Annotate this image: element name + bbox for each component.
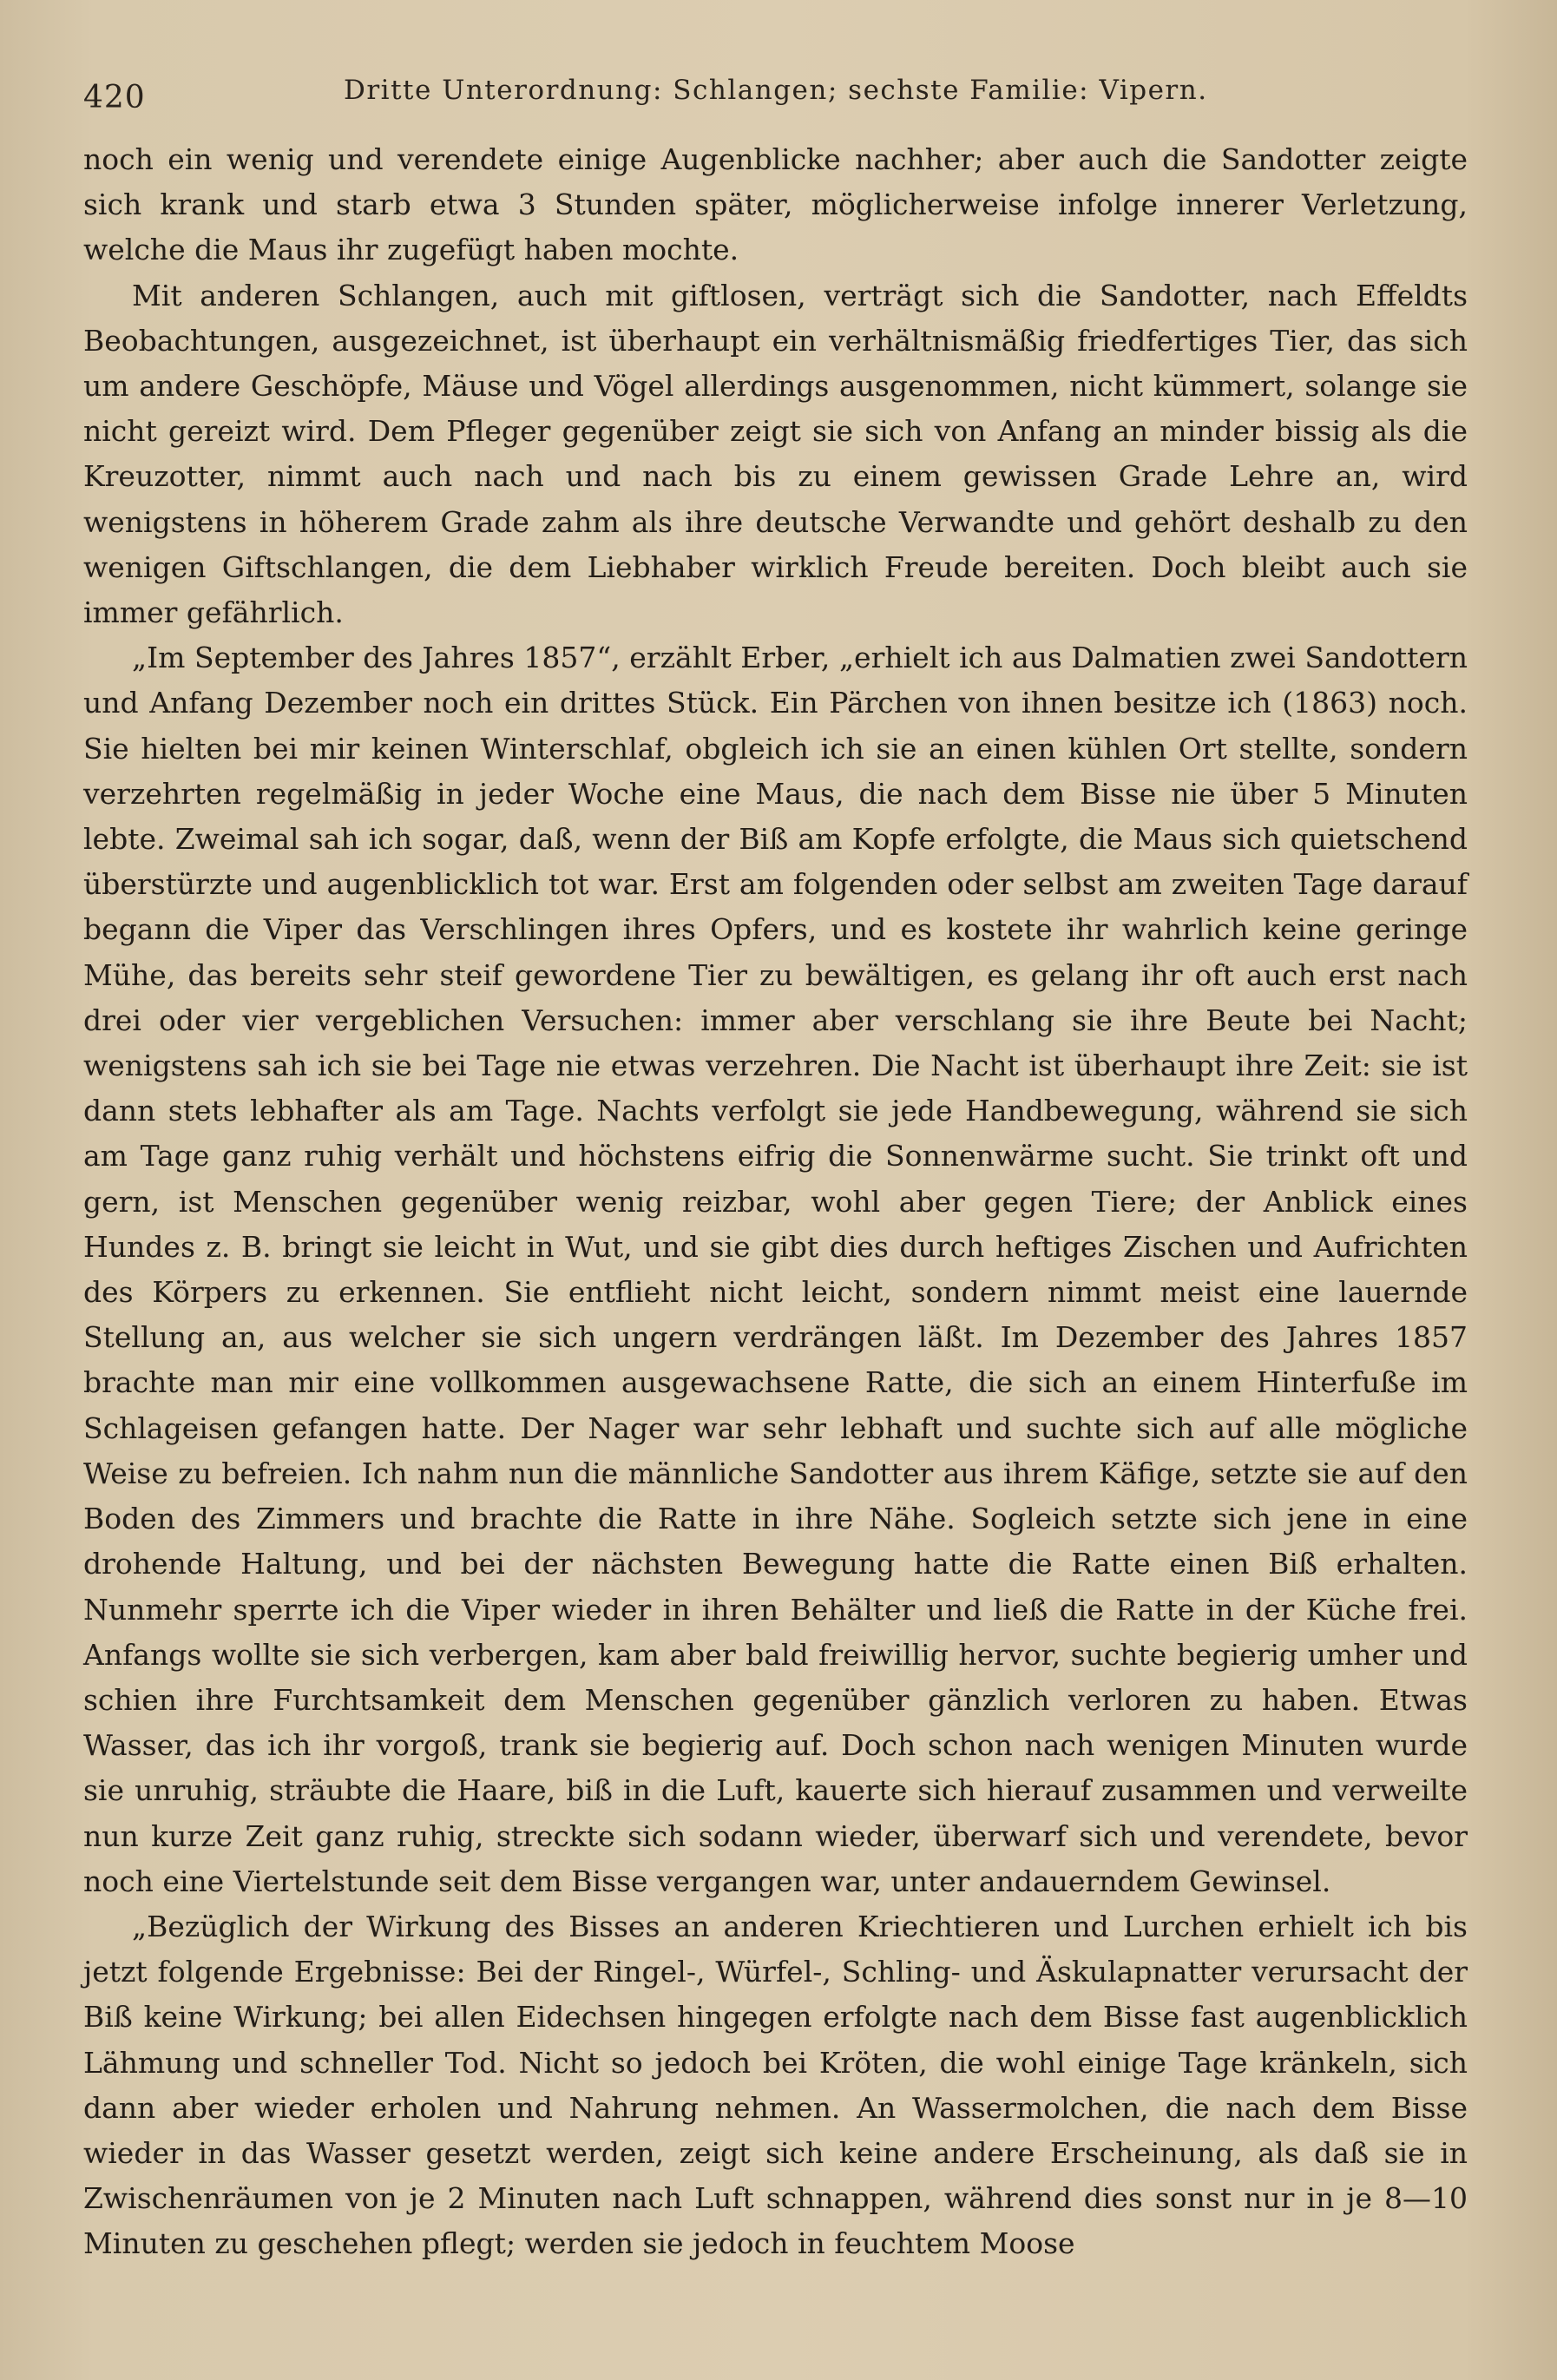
page-header (83, 75, 1481, 127)
paragraph: „Im September des Jahres 1857“, erzählt Erber, „erhielt ich aus Dalmatien zwei Sandottern und Anfang Dezember noch ein drittes Stück. Ein Pärchen von ihnen besitze ich (1863) noch. Sie hielten bei mir keinen Winterschlaf, obgleich ich sie an einen kühlen Ort stellte, sondern verzehrten regelmäßig in jeder Woche eine Maus, die nach dem Bisse nie über 5 Minuten lebte. Zweimal sah ich sogar, daß, wenn der Biß am Kopfe erfolgte, die Maus sich quietschend überstürzte und augenblicklich tot war. Erst am folgenden oder selbst am zweiten Tage darauf begann die Viper das Verschlingen ihres Opfers, und es kostete ihr wahrlich keine geringe Mühe, das bereits sehr steif gewordene Tier zu bewältigen, es gelang ihr oft auch erst nach drei oder vier vergeblichen Versuchen: immer aber verschlang sie ihre Beute bei Nacht; wenigstens sah ich sie bei Tage nie etwas verzehren. Die Nacht ist überhaupt ihre Zeit: sie ist dann stets lebhafter als am Tage. Nachts verfolgt sie jede Handbewegung, während sie sich am Tage ganz ruhig verhält und höchstens eifrig die Sonnenwärme sucht. Sie trinkt oft und gern, ist Menschen gegenüber wenig reizbar, wohl aber gegen Tiere; der Anblick eines Hundes z. B. bringt sie leicht in Wut, und sie gibt dies durch heftiges Zischen und Aufrichten des Körpers zu erkennen. Sie entflieht nicht leicht, sondern nimmt meist eine lauernde Stellung an, aus welcher sie sich ungern verdrängen läßt. Im Dezember des Jahres 1857 brachte man mir eine vollkommen ausgewachsene Ratte, die sich an einem Hinterfuße im Schlageisen gefangen hatte. Der Nager war sehr lebhaft und suchte sich auf alle mögliche Weise zu befreien. Ich nahm nun die männliche Sandotter aus ihrem Käfige, setzte sie auf den Boden des Zimmers und brachte die Ratte in ihre Nähe. Sogleich setzte sich jene in eine drohende Haltung, und bei der nächsten Bewegung hatte die Ratte einen Biß erhalten. Nunmehr sperrte ich die Viper wieder in ihren Behälter und ließ die Ratte in der Küche frei. Anfangs wollte sie sich verbergen, kam aber bald freiwillig hervor, suchte begierig umher und schien ihre Furchtsamkeit dem Menschen gegenüber gänzlich verloren zu haben. Etwas Wasser, das ich ihr vorgoß, trank sie begierig auf. Doch schon nach wenigen Minuten wurde sie unruhig, sträubte die Haare, biß in die Luft, kauerte sich hierauf zusammen und verweilte nun kurze Zeit ganz ruhig, streckte sich sodann wieder, überwarf sich und verendete, bevor noch eine Viertelstunde seit dem Bisse vergangen war, unter andauerndem Gewinsel. (83, 641, 1468, 1898)
paragraph: noch ein wenig und verendete einige Augenblicke nachher; aber auch die Sandotter zeigte sich krank und starb etwa 3 Stunden später, möglicherweise infolge innerer Verletzung, welche die Maus ihr zugefügt haben mochte. (83, 142, 1468, 267)
running-head: Dritte Unterordnung: Schlangen; sechste Familie: Vipern. (344, 75, 1208, 106)
paragraph: Mit anderen Schlangen, auch mit giftlosen, verträgt sich die Sandotter, nach Effeldts Beobachtungen, ausgezeichnet, ist überhaupt ein verhältnismäßig friedfertiges Tier, das sich um andere Geschöpfe, Mäuse und Vögel allerdings ausgenommen, nicht kümmert, solange sie nicht gereizt wird. Dem Pfleger gegenüber zeigt sie sich von Anfang an minder bissig als die Kreuzotter, nimmt auch nach und nach bis zu einem gewissen Grade Lehre an, wird wenigstens in höherem Grade zahm als ihre deutsche Verwandte und gehört deshalb zu den wenigen Giftschlangen, die dem Liebhaber wirklich Freude bereiten. Doch bleibt auch sie immer gefährlich. (83, 278, 1468, 630)
body-text (83, 137, 1468, 2267)
paragraph: „Bezüglich der Wirkung des Bisses an anderen Kriechtieren und Lurchen erhielt ich bis jetzt folgende Ergebnisse: Bei der Ringel-, Würfel-, Schling- und Äskulapnatter verursacht der Biß keine Wirkung; bei allen Eidechsen hingegen erfolgte nach dem Bisse fast augenblicklich Lähmung und schneller Tod. Nicht so jedoch bei Kröten, die wohl einige Tage kränkeln, sich dann aber wieder erholen und Nahrung nehmen. An Wassermolchen, die nach dem Bisse wieder in das Wasser gesetzt werden, zeigt sich keine andere Erscheinung, als daß sie in Zwischenräumen von je 2 Minuten nach Luft schnappen, während dies sonst nur in je 8—10 Minuten zu geschehen pflegt; werden sie jedoch in feuchtem Moose (83, 1909, 1468, 2261)
page-number: 420 (83, 80, 146, 115)
